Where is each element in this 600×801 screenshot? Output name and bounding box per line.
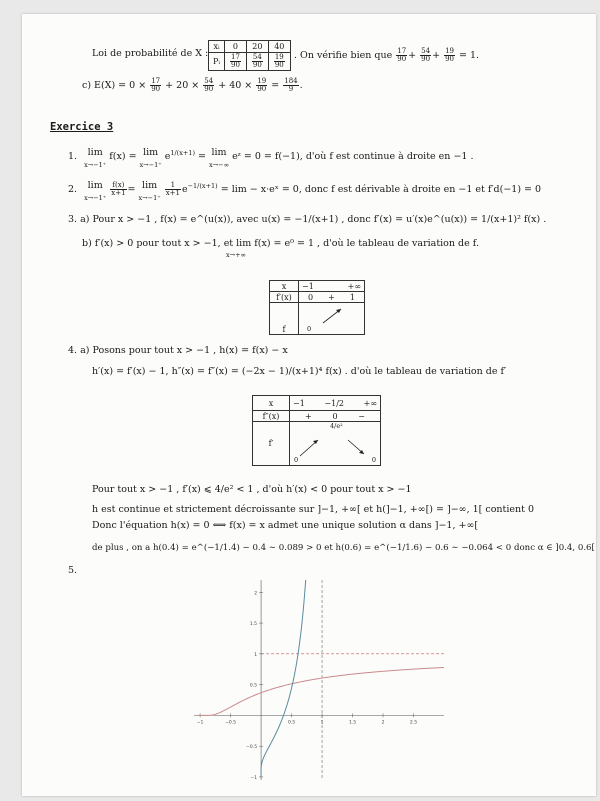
curve-f bbox=[197, 667, 444, 715]
q3b-line: b) f′(x) > 0 pour tout x > −1, et lim f(x) = e⁰ = 1 , d'où le tableau de variation de f. bbox=[82, 238, 479, 249]
increasing-arrow-icon bbox=[301, 303, 371, 333]
q2-line: 2. lim x→−1⁺ $\frac{f(x)}{x+1}$ = lim x→−1⁺ $\frac{1}{x+1}$ $e^{-1/(x+1)} = \lim$ − x·eˣ = 0, donc f est dérivable à droite en −1 et f′d(−1) = 0 bbox=[68, 180, 542, 202]
q1-line: 1. lim x→−1⁺ f(x) = lim x→−1⁺ $e^{1/(x+1)} = \lim$ x→−∞ eᶻ = 0 = f(−1), d'où f est continue à droite en −1 . bbox=[68, 147, 474, 169]
q4-line2: h est continue et strictement décroissante sur ]−1, +∞[ et h(]−1, +∞[) = ]−∞, 1[ contient 0 bbox=[92, 504, 535, 515]
y-tick-label: 1.5 bbox=[249, 622, 258, 628]
document-page bbox=[22, 14, 596, 796]
variation-table-fprime: x −1 −1/2 +∞ f″(x) + 0 − f′ 4/e² 0 0 bbox=[252, 395, 381, 466]
law-check: . On vérifie bien que $\frac{17}{90}$ + $\frac{54}{90}$ + $\frac{19}{90}$ = 1. bbox=[294, 47, 480, 63]
q4-line3: Donc l'équation h(x) = 0 ⟺ f(x) = x admet une unique solution α dans ]−1, +∞[ bbox=[92, 520, 479, 531]
q4-derivative-line: h′(x) = f′(x) − 1, h″(x) = f″(x) = (−2x − 1)/(x+1)⁴ f(x) . d'où le tableau de variation de f′ bbox=[92, 366, 507, 377]
x-tick-label: −0.5 bbox=[225, 720, 237, 726]
x-tick-label: 2.5 bbox=[409, 720, 418, 726]
law-label: Loi de probabilité de X : bbox=[92, 48, 209, 59]
x-tick-label: 1 bbox=[320, 720, 324, 726]
law-header-x: xᵢ bbox=[209, 41, 225, 53]
exercise-title: Exercice 3 bbox=[50, 121, 114, 133]
x-tick-label: −1 bbox=[196, 720, 204, 726]
law-header-p: Pᵢ bbox=[209, 53, 225, 71]
x-tick-label: 1.5 bbox=[348, 720, 357, 726]
q3a-line: 3. a) Pour x > −1 , f(x) = e^(u(x)), avec u(x) = −1/(x+1) , donc f′(x) = u′(x)e^(u(x)) = 1/(x+1)² f(x) . bbox=[68, 214, 547, 225]
q4-line4: de plus , on a h(0.4) = e^(−1/1.4) − 0.4 ∼ 0.089 > 0 et h(0.6) = e^(−1/1.6) − 0.6 ∼ −0.064 < 0 donc α ∈ ]0.4, 0.6[ bbox=[92, 543, 595, 553]
q5-label: 5. bbox=[68, 565, 78, 576]
y-tick-label: −0.5 bbox=[246, 745, 258, 751]
q4a-line: 4. a) Posons pour tout x > −1 , h(x) = f(x) − x bbox=[68, 345, 288, 356]
x-tick-label: 0.5 bbox=[287, 720, 296, 726]
y-tick-label: −1 bbox=[250, 775, 258, 780]
y-tick-label: 2 bbox=[254, 591, 258, 597]
law-value: 40 bbox=[268, 41, 290, 53]
law-value: 0 bbox=[225, 41, 247, 53]
law-value: 20 bbox=[246, 41, 268, 53]
curve-f-inverse bbox=[261, 580, 306, 777]
variation-table-f: x −1 +∞ f′(x) 0 + 1 f 0 bbox=[269, 280, 365, 335]
q3b-under: x→+∞ bbox=[226, 251, 246, 259]
q4-line1: Pour tout x > −1 , f′(x) ⩽ 4/e² < 1 , d'où h′(x) < 0 pour tout x > −1 bbox=[92, 484, 412, 495]
y-tick-label: 1 bbox=[254, 652, 258, 658]
y-tick-label: 0.5 bbox=[249, 683, 258, 689]
function-graph bbox=[194, 580, 444, 780]
x-tick-label: 2 bbox=[381, 720, 385, 726]
expectation-line: c) E(X) = 0 × $\frac{17}{90}$ + 20 × $\frac{54}{90}$ + 40 × $\frac{19}{90}$ = $\frac{184}{9}$ . bbox=[82, 77, 303, 93]
probability-table: xᵢ 0 20 40 Pᵢ $\frac{17}{90}$ $\frac{54}{90}$ $\frac{19}{90}$ bbox=[208, 40, 291, 71]
